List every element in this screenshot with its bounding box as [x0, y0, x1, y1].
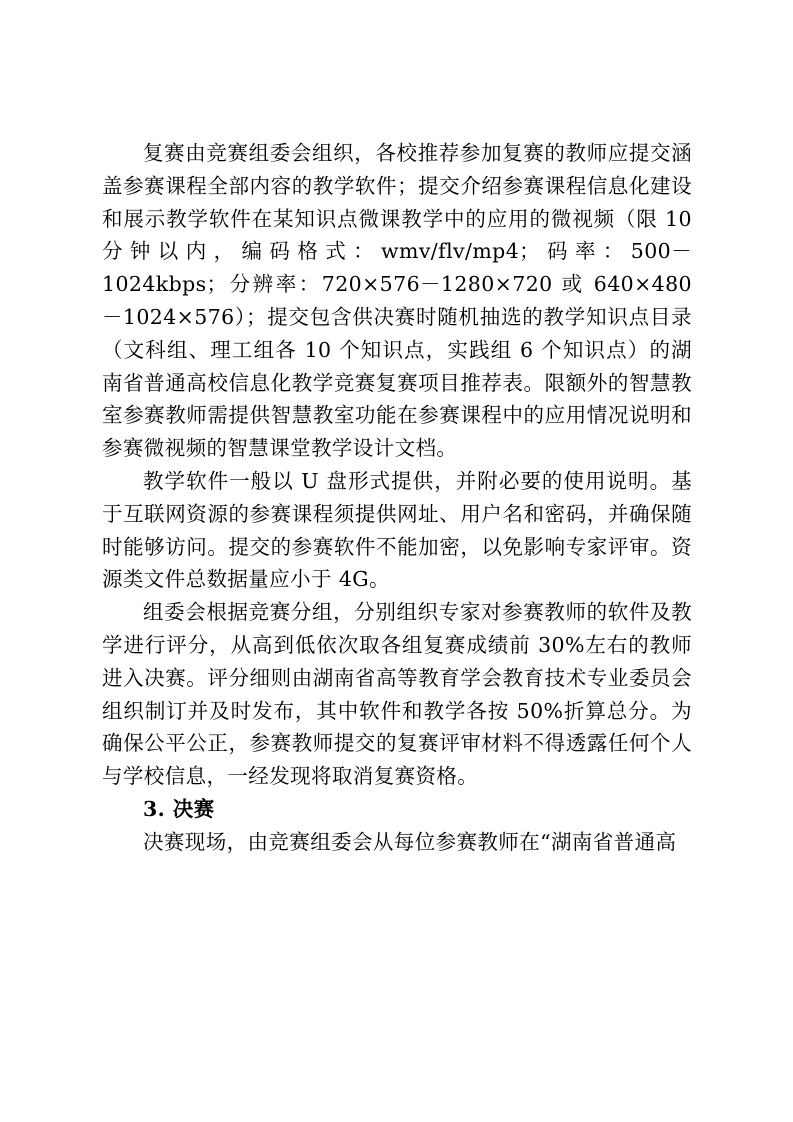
paragraph-evaluation: 组委会根据竞赛分组，分别组织专家对参赛教师的软件及教学进行评分，从高到低依次取各组复赛成绩前 30%左右的教师进入决赛。评分细则由湖南省高等教育学会教育技术专业委员会组织制订并及时发布，其中软件和教学各按 50%折算总分。为确保公平公正，参赛教师提交的复赛评审材料不得透露任何个人与学校信息，一经发现将取消复赛资格。 [102, 600, 692, 789]
paragraph-final-intro: 决赛现场，由竞赛组委会从每位参赛教师在“湖南省普通高 [143, 829, 677, 854]
paragraph-software-format: 教学软件一般以 U 盘形式提供，并附必要的使用说明。基于互联网资源的参赛课程须提供网址、用户名和密码，并确保随时能够访问。提交的参赛软件不能加密，以免影响专家评审。资源类文件总数据量应小于 4G。 [102, 468, 692, 592]
paragraph-semifinal-submission: 复赛由竞赛组委会组织，各校推荐参加复赛的教师应提交涵盖参赛课程全部内容的教学软件；提交介绍参赛课程信息化建设和展示教学软件在某知识点微课教学中的应用的微视频（限 10 分钟以内，编码格式：wmv/flv/mp4；码率：500－1024kbps；分辨率：720×576－1280×720 或 640×480－1024×576）；提交包含供决赛时随机抽选的教学知识点目录（文科组、理工组各 10 个知识点，实践组 6 个知识点）的湖南省普通高校信息化教学竞赛复赛项目推荐表。限额外的智慧教室参赛教师需提供智慧教室功能在参赛课程中的应用情况说明和参赛微视频的智慧课堂教学设计文档。 [102, 141, 692, 461]
document-page [102, 137, 692, 859]
section-heading-final: 3. 决赛 [143, 796, 215, 821]
